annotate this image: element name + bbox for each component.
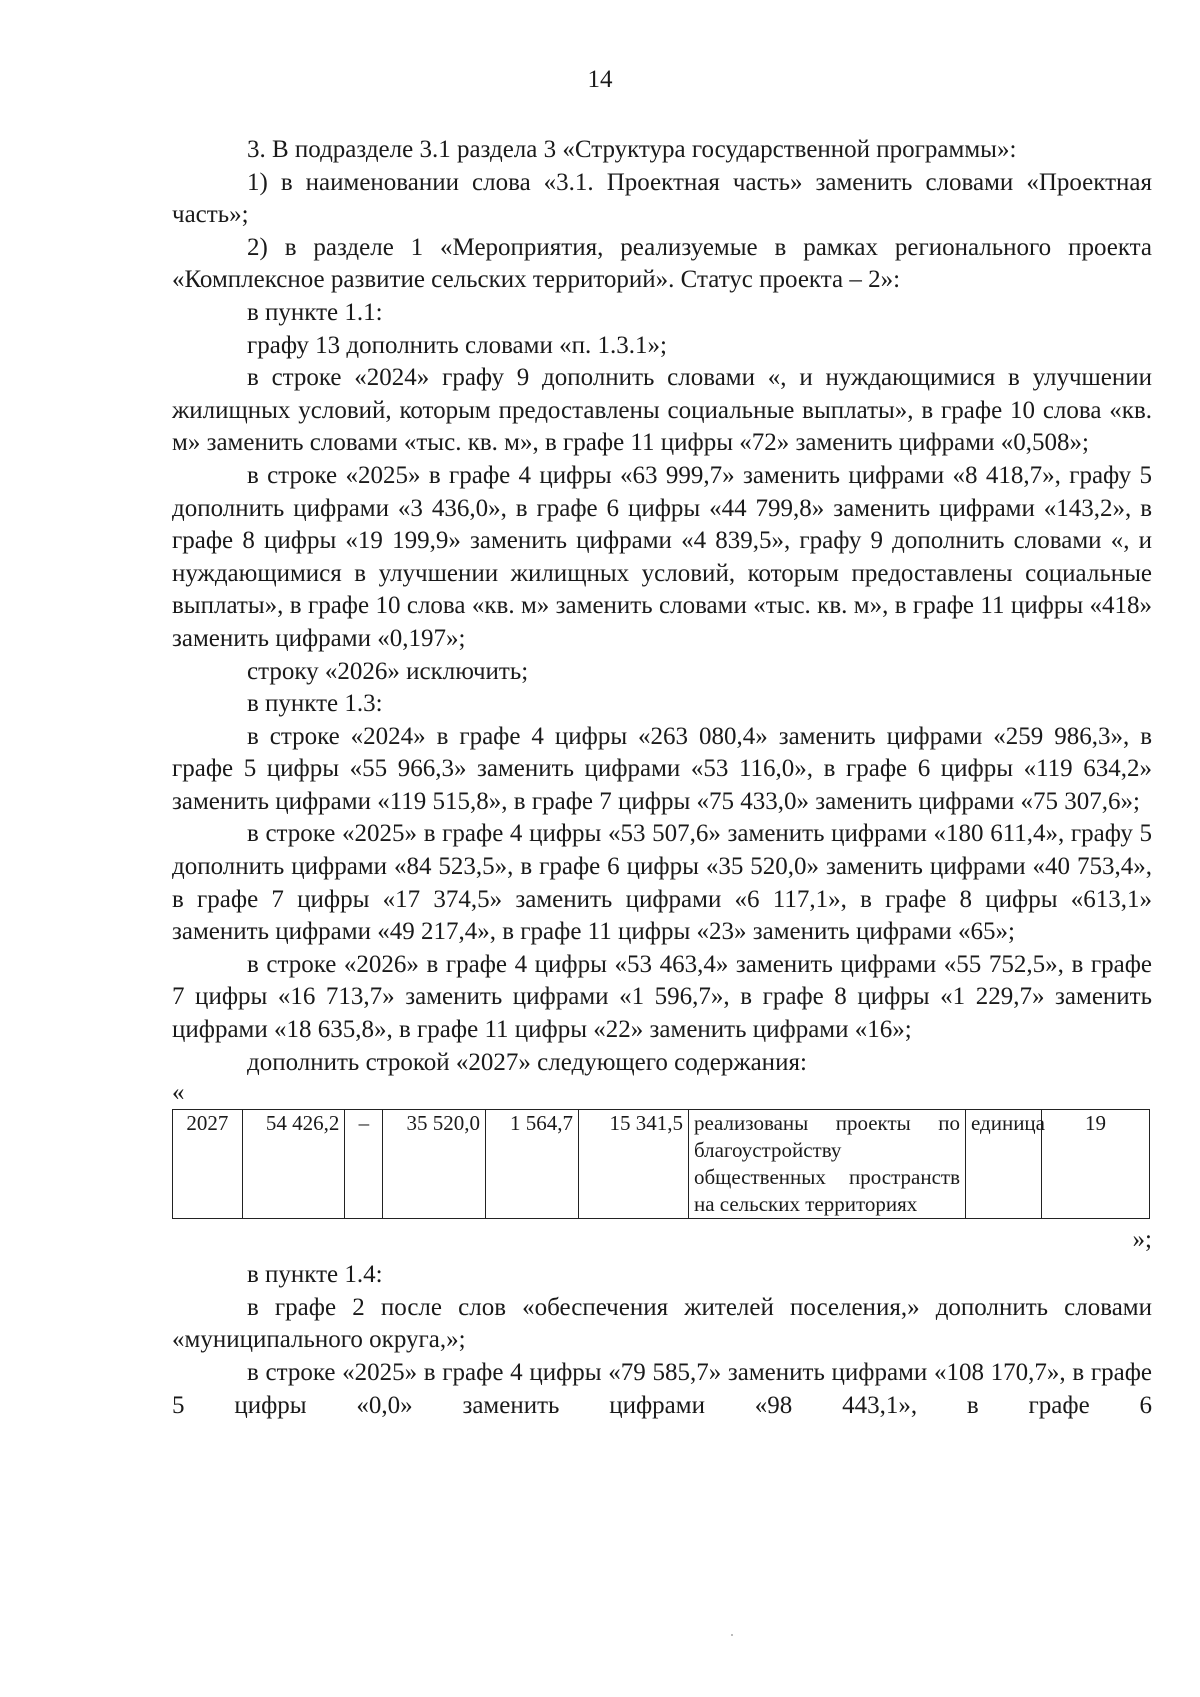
paragraph-point-1-3: в пункте 1.3: — [247, 690, 383, 718]
cell-year: 2027 — [173, 1110, 243, 1219]
scan-artifact — [731, 1634, 733, 1636]
paragraph-point-1-4: в пункте 1.4: — [247, 1261, 383, 1289]
cell-unit: единица — [965, 1110, 1041, 1219]
cell-total: 54 426,2 — [242, 1110, 345, 1219]
paragraph-column-2: в графе 2 после слов «обеспечения жителей поселения,» дополнить словами «муниципального округа,»; — [172, 1293, 1152, 1354]
cell-col4: 35 520,0 — [383, 1110, 486, 1219]
table-close-quote: »; — [1132, 1226, 1152, 1254]
paragraph-row-2026-remove: строку «2026» исключить; — [247, 657, 529, 685]
page-number: 14 — [587, 66, 613, 93]
paragraph-row-2025-p14: в строке «2025» в графе 4 цифры «79 585,7» заменить цифрами «108 170,7», в графе 5 цифры «0,0» заменить цифрами «98 443,1», в графе 6 — [172, 1359, 1152, 1419]
table-row — [173, 1110, 1150, 1219]
cell-value: 19 — [1042, 1110, 1150, 1219]
cell-federal: – — [345, 1110, 383, 1219]
paragraph-column-13: графу 13 дополнить словами «п. 1.3.1»; — [247, 331, 667, 359]
paragraph-add-row-2027: дополнить строкой «2027» следующего содержания: — [247, 1048, 807, 1076]
document-body — [172, 134, 1152, 1422]
paragraph-row-2025-p11: в строке «2025» в графе 4 цифры «63 999,7» заменить цифрами «8 418,7», графу 5 дополнить цифрами «3 436,0», в графе 6 цифры «44 799,8» заменить цифрами «143,2», в графе 8 цифры «19 199,9» заменить цифрами «4 839,5», графу 9 дополнить словами «, и нуждающимися в улучшении жилищных условий, которым предоставлены социальные выплаты», в графе 10 слова «кв. м» заменить словами «тыс. кв. м», в графе 11 цифры «418» заменить цифрами «0,197»; — [172, 461, 1152, 652]
paragraph-section-3: 3. В подразделе 3.1 раздела 3 «Структура государственной программы»: — [247, 136, 1017, 163]
cell-col5: 1 564,7 — [485, 1110, 578, 1219]
paragraph-row-2024-p13: в строке «2024» в графе 4 цифры «263 080,4» заменить цифрами «259 986,3», в графе 5 цифры «55 966,3» заменить цифрами «53 116,0», в графе 6 цифры «119 634,2» заменить цифрами «119 515,8», в графе 7 цифры «75 433,0» заменить цифрами «75 307,6»; — [172, 722, 1152, 815]
paragraph-item-2: 2) в разделе 1 «Мероприятия, реализуемые в рамках регионального проекта «Комплексное развитие сельских территорий». Статус проекта – 2»: — [172, 233, 1152, 294]
paragraph-row-2026-p13: в строке «2026» в графе 4 цифры «53 463,4» заменить цифрами «55 752,5», в графе 7 цифры «16 713,7» заменить цифрами «1 596,7», в графе 8 цифры «1 229,7» заменить цифрами «18 635,8», в графе 11 цифры «22» заменить цифрами «16»; — [172, 950, 1152, 1044]
inserted-row-table — [172, 1109, 1150, 1219]
table-open-quote: « — [172, 1079, 185, 1107]
paragraph-row-2025-p13: в строке «2025» в графе 4 цифры «53 507,6» заменить цифрами «180 611,4», графу 5 дополнить цифрами «84 523,5», в графе 6 цифры «35 520,0» заменить цифрами «40 753,4», в графе 7 цифры «17 374,5» заменить цифрами «6 117,1», в графе 8 цифры «613,1» заменить цифрами «49 217,4», в графе 11 цифры «23» заменить цифрами «65»; — [172, 820, 1152, 946]
paragraph-item-1: 1) в наименовании слова «3.1. Проектная часть» заменить словами «Проектная часть»; — [172, 168, 1152, 229]
cell-result: реализованы проекты по благоустройству общественных пространств на сельских территориях — [688, 1110, 965, 1219]
paragraph-row-2024-p11: в строке «2024» графу 9 дополнить словами «, и нуждающимися в улучшении жилищных условий, которым предоставлены социальные выплаты», в графе 10 слова «кв. м» заменить словами «тыс. кв. м», в графе 11 цифры «72» заменить цифрами «0,508»; — [172, 364, 1152, 457]
cell-col6: 15 341,5 — [579, 1110, 689, 1219]
paragraph-point-1-1: в пункте 1.1: — [247, 298, 383, 326]
